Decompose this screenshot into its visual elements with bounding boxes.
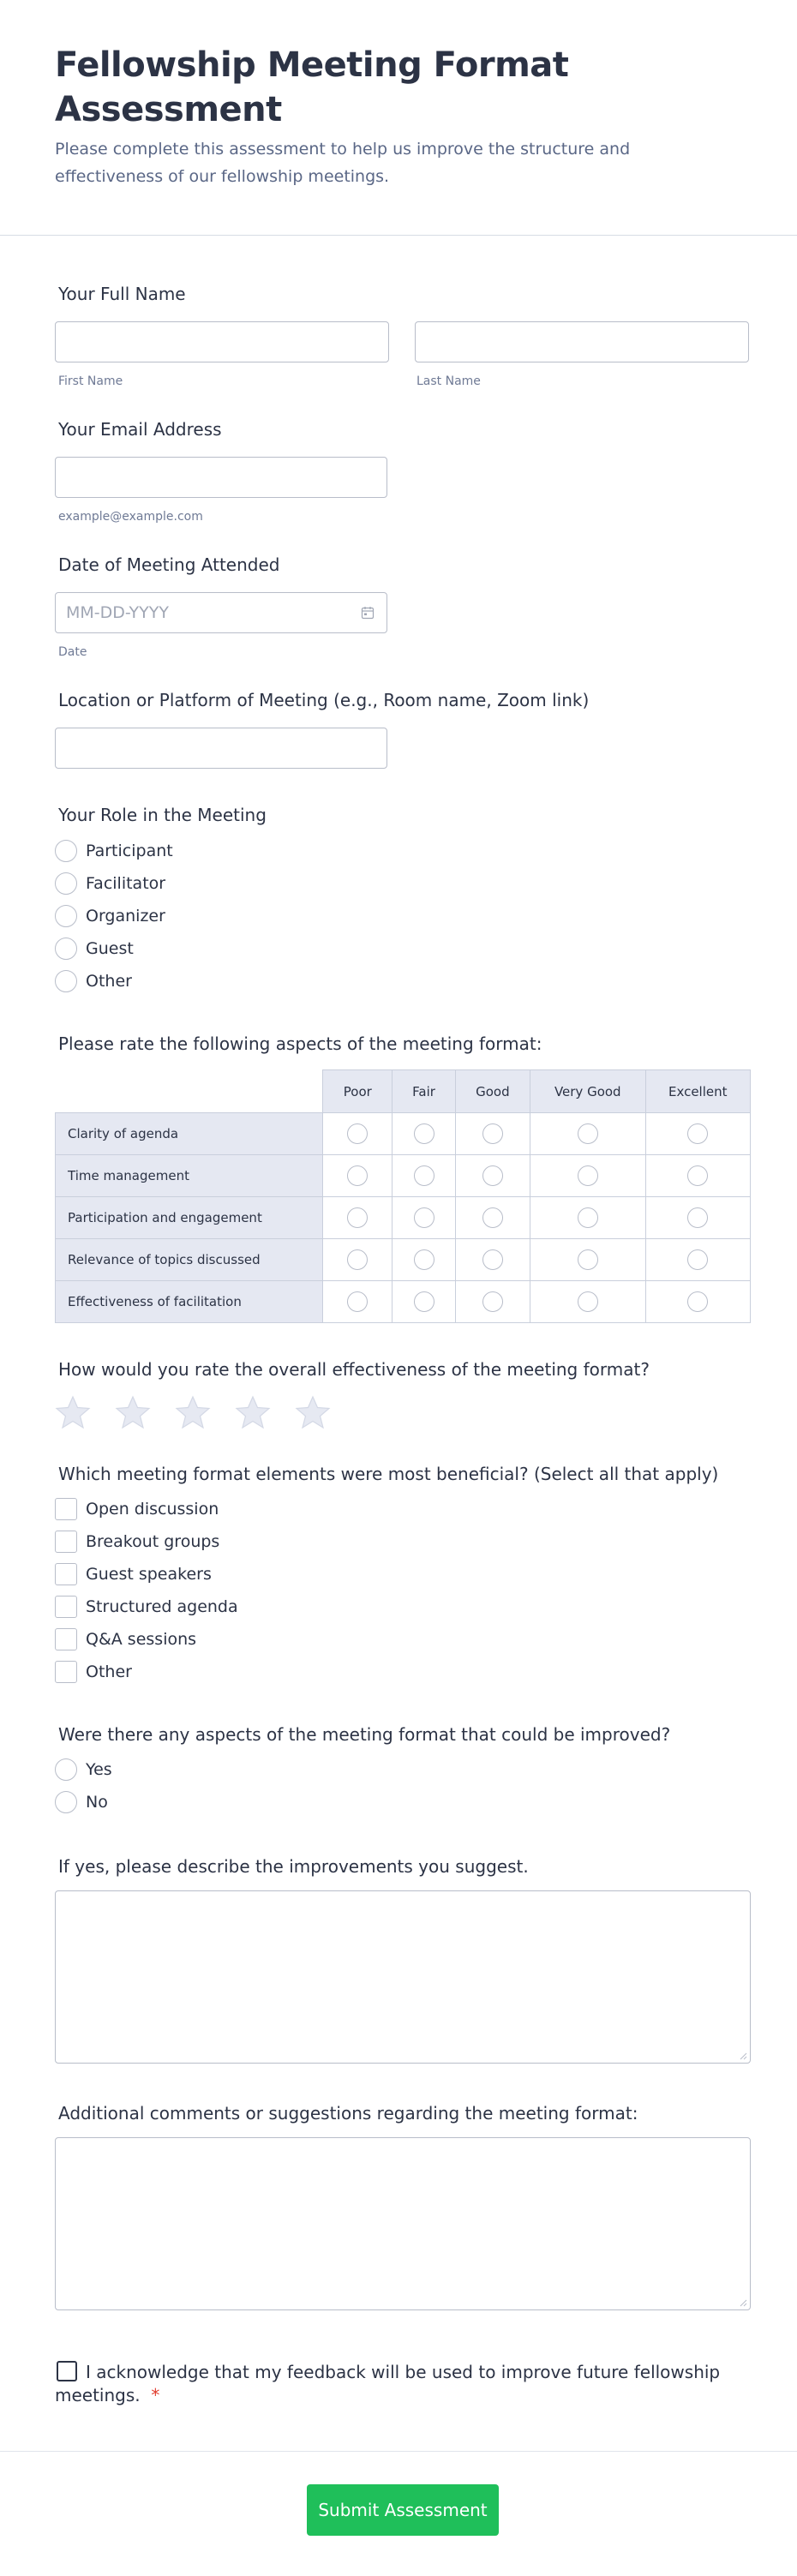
improve-option-no[interactable] (55, 1786, 742, 1818)
checkbox[interactable] (55, 1596, 77, 1618)
radio-button[interactable] (55, 1758, 77, 1781)
role-option-other[interactable] (55, 965, 742, 997)
matrix-column-excellent: Excellent (645, 1070, 751, 1113)
matrix-row-label: Clarity of agenda (56, 1113, 323, 1155)
checkbox[interactable] (55, 1498, 77, 1520)
last-name-input[interactable] (415, 321, 749, 362)
beneficial-elements-field (57, 1462, 742, 1688)
date-sublabel: Date (58, 645, 87, 659)
matrix-radio[interactable] (578, 1165, 598, 1186)
required-mark: * (151, 2385, 160, 2405)
matrix-radio[interactable] (414, 1249, 434, 1270)
option-label: Guest speakers (86, 1565, 212, 1584)
comments-label: Additional comments or suggestions regarding the meeting format: (58, 2103, 638, 2124)
location-label: Location or Platform of Meeting (e.g., Room name, Zoom link) (58, 690, 590, 710)
checkbox[interactable] (55, 1531, 77, 1553)
improvements-field (57, 1854, 742, 2064)
role-option-guest[interactable] (55, 932, 742, 965)
location-field (57, 688, 742, 769)
matrix-radio[interactable] (482, 1165, 503, 1186)
form-footer (0, 2451, 797, 2576)
matrix-radio[interactable] (687, 1291, 708, 1312)
acknowledge-field (57, 2360, 742, 2407)
email-label: Your Email Address (58, 419, 222, 440)
star-icon[interactable] (55, 1395, 91, 1429)
matrix-radio[interactable] (414, 1207, 434, 1228)
matrix-radio[interactable] (578, 1123, 598, 1144)
last-name-sublabel: Last Name (416, 374, 481, 388)
element-option-open-discussion[interactable] (55, 1493, 742, 1525)
improve-option-yes[interactable] (55, 1753, 742, 1786)
star-icon[interactable] (115, 1395, 151, 1429)
option-label: Facilitator (86, 874, 166, 893)
radio-button[interactable] (55, 938, 77, 960)
improvements-label: If yes, please describe the improvements you suggest. (58, 1856, 529, 1877)
acknowledge-text: I acknowledge that my feedback will be used to improve future fellowship meetings. (55, 2362, 721, 2405)
element-option-qa-sessions[interactable] (55, 1623, 742, 1656)
matrix-label: Please rate the following aspects of the meeting format: (58, 1033, 542, 1054)
role-field (57, 803, 742, 997)
date-input[interactable] (55, 592, 387, 633)
overall-rating-field (57, 1357, 742, 1429)
matrix-radio[interactable] (482, 1291, 503, 1312)
full-name-label: Your Full Name (58, 284, 186, 304)
role-label: Your Role in the Meeting (58, 805, 267, 825)
submit-button[interactable]: Submit Assessment (307, 2484, 499, 2536)
option-label: Q&A sessions (86, 1630, 197, 1649)
matrix-radio[interactable] (347, 1207, 368, 1228)
form-body (0, 236, 797, 2407)
option-label: Organizer (86, 907, 165, 926)
element-option-breakout-groups[interactable] (55, 1525, 742, 1558)
radio-button[interactable] (55, 970, 77, 992)
improve-field (57, 1722, 742, 1818)
matrix-radio[interactable] (687, 1165, 708, 1186)
calendar-icon[interactable] (361, 606, 375, 620)
matrix-row (56, 1197, 751, 1239)
matrix-radio[interactable] (414, 1291, 434, 1312)
option-label: Other (86, 972, 132, 991)
star-icon[interactable] (295, 1395, 331, 1429)
form-header (0, 0, 797, 236)
first-name-input[interactable] (55, 321, 389, 362)
checkbox[interactable] (55, 1661, 77, 1683)
radio-button[interactable] (55, 1791, 77, 1813)
matrix-radio[interactable] (482, 1123, 503, 1144)
element-option-other[interactable] (55, 1656, 742, 1688)
matrix-row-label: Relevance of topics discussed (56, 1239, 323, 1281)
last-name-group (415, 321, 749, 388)
star-icon[interactable] (235, 1395, 271, 1429)
date-label: Date of Meeting Attended (58, 554, 280, 575)
matrix-radio[interactable] (347, 1291, 368, 1312)
matrix-row (56, 1239, 751, 1281)
checkbox[interactable] (55, 1563, 77, 1585)
beneficial-elements-label: Which meeting format elements were most beneficial? (Select all that apply) (58, 1464, 719, 1484)
matrix-row (56, 1113, 751, 1155)
option-label: Structured agenda (86, 1597, 238, 1616)
acknowledge-row[interactable] (55, 2360, 742, 2407)
matrix-radio[interactable] (578, 1207, 598, 1228)
date-placeholder: MM-DD-YYYY (66, 603, 169, 622)
email-input[interactable] (55, 457, 387, 498)
option-label: Other (86, 1662, 132, 1681)
overall-rating-label: How would you rate the overall effectiveness of the meeting format? (58, 1359, 650, 1380)
matrix-corner (56, 1070, 323, 1113)
star-icon[interactable] (175, 1395, 211, 1429)
option-label: Guest (86, 939, 134, 958)
matrix-radio[interactable] (414, 1165, 434, 1186)
email-sublabel: example@example.com (58, 510, 203, 524)
matrix-column-very-good: Very Good (530, 1070, 645, 1113)
matrix-radio[interactable] (347, 1123, 368, 1144)
matrix-radio[interactable] (482, 1249, 503, 1270)
option-label: No (86, 1793, 108, 1812)
radio-button[interactable] (55, 840, 77, 862)
matrix-radio[interactable] (687, 1249, 708, 1270)
matrix-radio[interactable] (347, 1165, 368, 1186)
radio-button[interactable] (55, 905, 77, 927)
radio-button[interactable] (55, 872, 77, 895)
matrix-radio[interactable] (687, 1207, 708, 1228)
checkbox[interactable] (55, 1628, 77, 1650)
matrix-radio[interactable] (687, 1123, 708, 1144)
matrix-radio[interactable] (578, 1291, 598, 1312)
page-subtitle: Please complete this assessment to help us improve the structure and effectiveness of our fellowship meetings. (55, 140, 631, 186)
comments-textarea[interactable] (55, 2137, 751, 2310)
matrix-row (56, 1155, 751, 1197)
first-name-sublabel: First Name (58, 374, 123, 388)
option-label: Open discussion (86, 1500, 219, 1519)
first-name-group (57, 321, 389, 388)
resize-grip-icon[interactable] (739, 2298, 747, 2307)
location-input[interactable] (55, 728, 387, 769)
resize-grip-icon[interactable] (739, 2052, 747, 2060)
matrix-row-label: Time management (56, 1155, 323, 1197)
improvements-textarea[interactable] (55, 1890, 751, 2064)
improve-label: Were there any aspects of the meeting format that could be improved? (58, 1724, 671, 1745)
matrix-row (56, 1281, 751, 1323)
element-option-structured-agenda[interactable] (55, 1591, 742, 1623)
page-title: Fellowship Meeting Format Assessment (55, 45, 569, 129)
star-rating (55, 1395, 742, 1429)
role-option-participant[interactable] (55, 835, 742, 867)
full-name-field (57, 282, 742, 388)
matrix-row-label: Participation and engagement (56, 1197, 323, 1239)
rating-matrix (55, 1069, 751, 1323)
role-option-facilitator[interactable] (55, 867, 742, 900)
matrix-column-good: Good (455, 1070, 530, 1113)
date-field (57, 553, 742, 659)
matrix-radio[interactable] (482, 1207, 503, 1228)
element-option-guest-speakers[interactable] (55, 1558, 742, 1591)
rating-matrix-field (57, 1032, 742, 1323)
matrix-column-poor: Poor (323, 1070, 393, 1113)
matrix-radio[interactable] (347, 1249, 368, 1270)
matrix-column-fair: Fair (393, 1070, 455, 1113)
option-label: Participant (86, 842, 173, 860)
comments-field (57, 2101, 742, 2310)
role-option-organizer[interactable] (55, 900, 742, 932)
option-label: Yes (86, 1760, 112, 1779)
option-label: Breakout groups (86, 1532, 220, 1551)
matrix-radio[interactable] (414, 1123, 434, 1144)
acknowledge-checkbox[interactable] (57, 2361, 77, 2381)
matrix-row-label: Effectiveness of facilitation (56, 1281, 323, 1323)
email-field (57, 417, 742, 524)
matrix-radio[interactable] (578, 1249, 598, 1270)
